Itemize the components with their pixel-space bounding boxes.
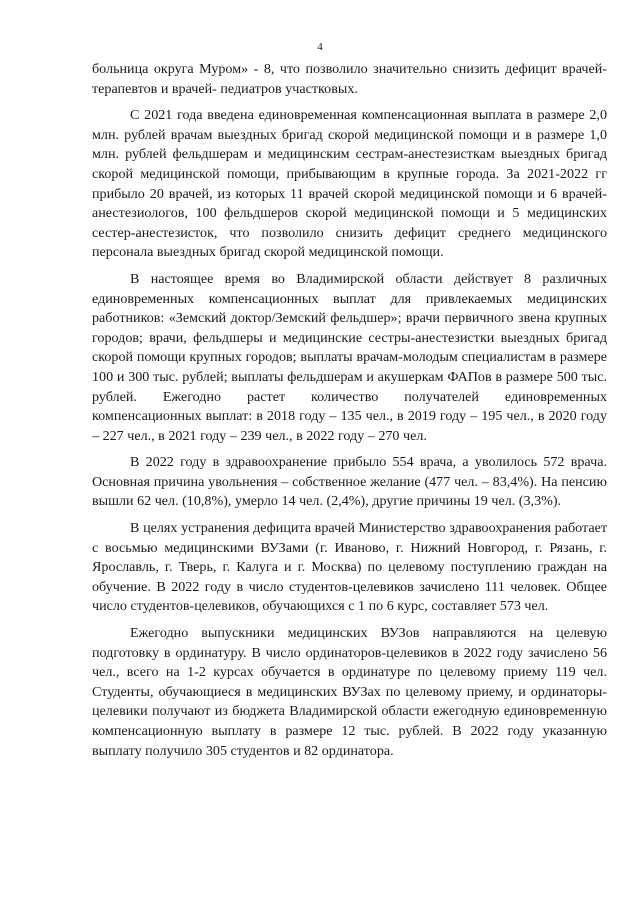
paragraph-staff-turnover-2022: В 2022 году в здравоохранение прибыло 554 врача, а уволилось 572 врача. Основная причина увольнения – собственное желание (477 чел. – 83,4%). На пенсию вышли 62 чел. (10,8%), умерло 14 чел. (2,4%), другие причины 19 чел. (3,3%). (92, 454, 607, 510)
paragraph-continuation: больница округа Муром» - 8, что позволило значительно снизить дефицит врачей-терапевтов и врачей- педиатров участковых. (92, 61, 607, 97)
document-body (92, 60, 607, 768)
paragraph-ambulance-payments: С 2021 года введена единовременная компенсационная выплата в размере 2,0 млн. рублей врачам выездных бригад скорой медицинской помощи и в размере 1,0 млн. рублей фельдшерам и медицинским сестрам-анестезисткам выездных бригад скорой медицинской помощи, прибывающим в крупные города. За 2021-2022 гг прибыло 20 врачей, из которых 11 врачей скорой медицинской помощи и 6 врачей-анестезиологов, 100 фельдшеров скорой медицинской помощи и 5 медицинских сестер-анестезисток, что позволило снизить дефицит среднего медицинского персонала выездных бригад скорой медицинской помощи. (92, 107, 607, 261)
paragraph-compensation-programs: В настоящее время во Владимирской области действует 8 различных единовременных компенсационных выплат для привлекаемых медицинских работников: «Земский доктор/Земский фельдшер»; врачи первичного звена крупных городов; врачи, фельдшеры и медицинские сестры-анестезистки выездных бригад скорой помощи крупных городов; выплаты врачам-молодым специалистам в размере 100 и 300 тыс. рублей; выплаты фельдшерам и акушеркам ФАПов в размере 500 тыс. рублей. Ежегодно растет количество получателей единовременных компенсационных выплат: в 2018 году – 135 чел., в 2019 году – 195 чел., в 2020 году – 227 чел., в 2021 году – 239 чел., в 2022 году – 270 чел. (92, 270, 607, 444)
page-number: 4 (317, 41, 323, 53)
paragraph-residency-training: Ежегодно выпускники медицинских ВУЗов направляются на целевую подготовку в ординатуру. В число ординаторов-целевиков в 2022 году зачислено 56 чел., всего на 1-2 курсах обучается в ординатуре по целевому приему 119 чел. Студенты, обучающиеся в медицинских ВУЗах по целевому приему, и ординаторы-целевики получают из бюджета Владимирской области ежегодную единовременную компенсационную выплату в размере 12 тыс. рублей. В 2022 году указанную выплату получило 305 студентов и 82 ординатора. (92, 625, 607, 759)
paragraph-targeted-admission: В целях устранения дефицита врачей Министерство здравоохранения работает с восьмью медицинскими ВУЗами (г. Иваново, г. Нижний Новгород, г. Рязань, г. Ярославль, г. Тверь, г. Калуга и г. Москва) по целевому поступлению граждан на обучение. В 2022 году в число студентов-целевиков зачислено 111 человек. Общее число студентов-целевиков, обучающихся с 1 по 6 курс, составляет 573 чел. (92, 520, 607, 615)
